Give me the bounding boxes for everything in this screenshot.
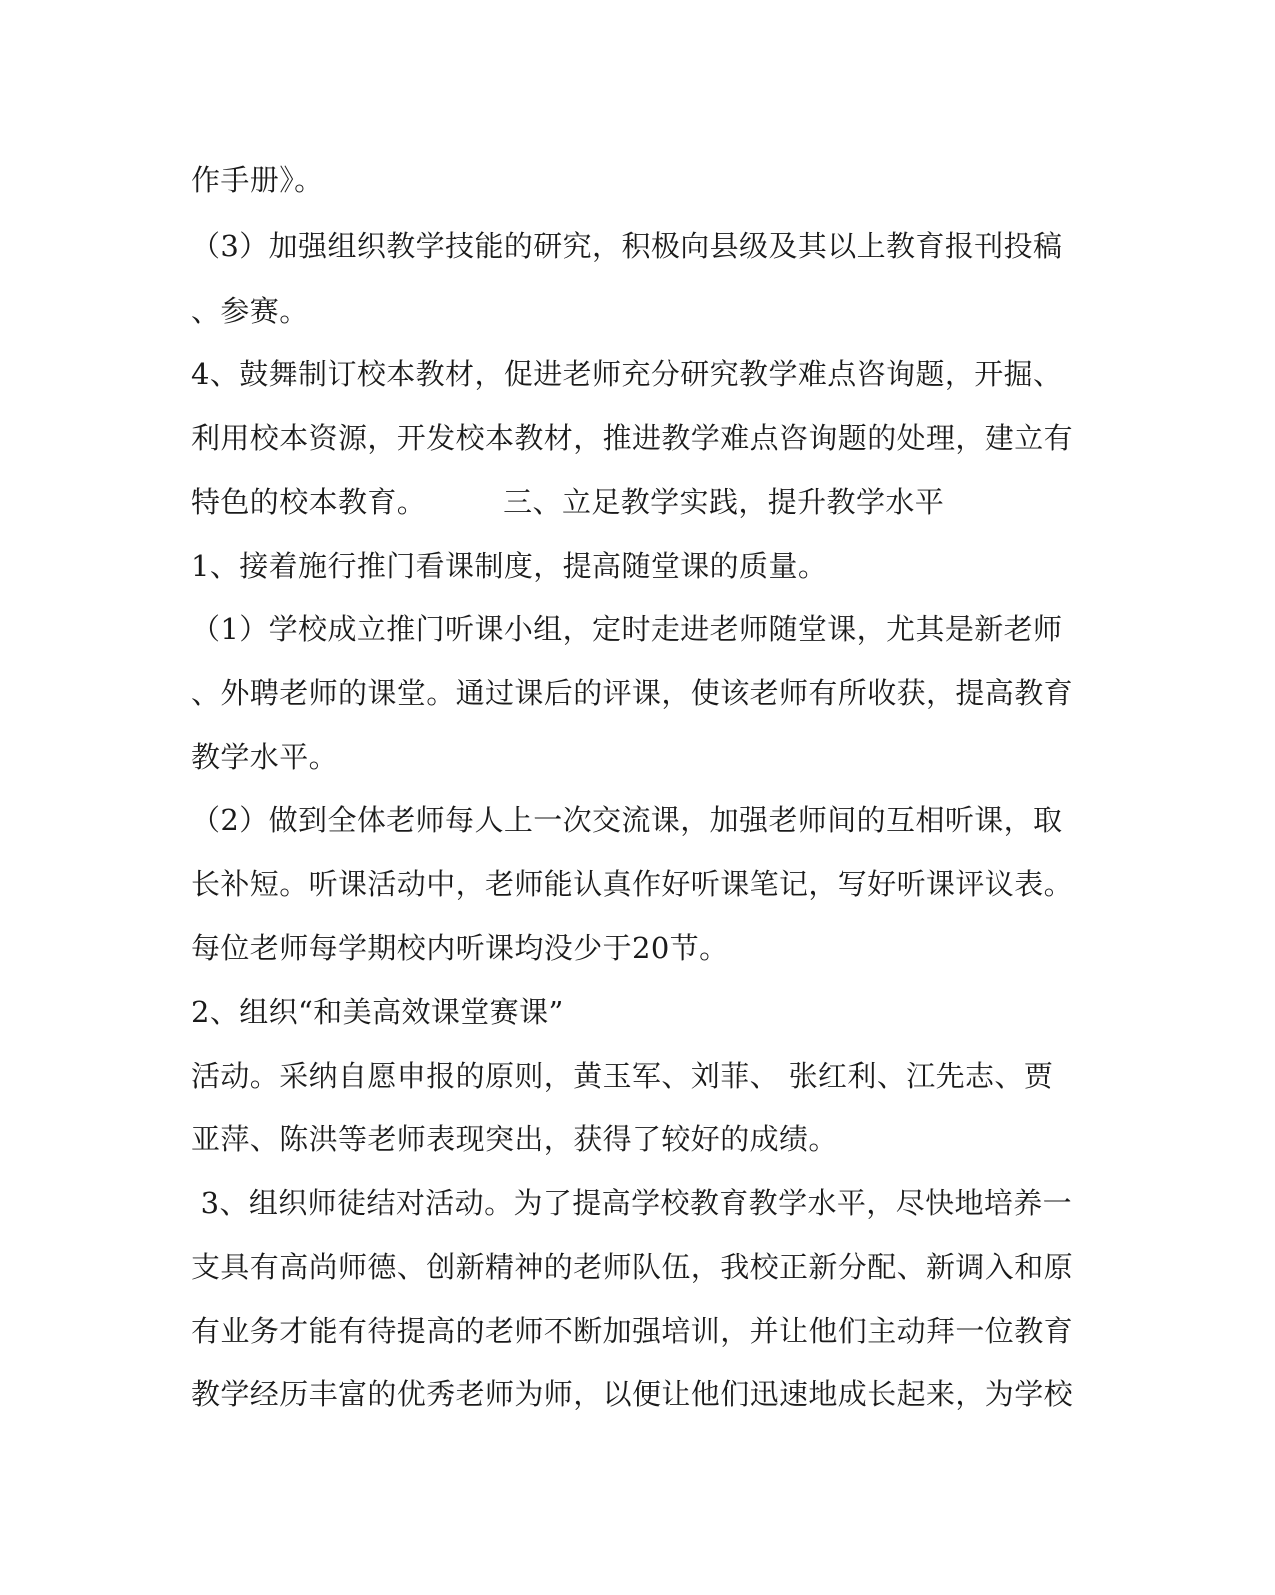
text-line: 教学水平。: [191, 740, 339, 774]
text-line: （2）做到全体老师每人上一次交流课，加强老师间的互相听课，取: [191, 803, 1063, 837]
text-line: 亚萍、陈洪等老师表现突出，获得了较好的成绩。: [191, 1122, 838, 1156]
text-line: 长补短。听课活动中，老师能认真作好听课笔记，写好听课评议表。: [191, 867, 1074, 901]
text-line: 、参赛。: [191, 294, 309, 328]
text-line: （3）加强组织教学技能的研究，积极向县级及其以上教育报刊投稿: [191, 229, 1063, 263]
text-line: 1、接着施行推门看课制度，提高随堂课的质量。: [191, 549, 828, 583]
text-line: 有业务才能有待提高的老师不断加强培训，并让他们主动拜一位教育: [191, 1314, 1074, 1348]
text-line: 活动。采纳自愿申报的原则，黄玉军、刘菲、 张红利、江先志、贾: [191, 1059, 1054, 1093]
text-line: 、外聘老师的课堂。通过课后的评课，使该老师有所收获，提高教育: [191, 676, 1074, 710]
text-line: 支具有高尚师德、创新精神的老师队伍，我校正新分配、新调入和原: [191, 1250, 1074, 1284]
text-line: 3、组织师徒结对活动。为了提高学校教育教学水平，尽快地培养一: [191, 1186, 1073, 1220]
text-line: 作手册》。: [191, 163, 324, 197]
text-line: 教学经历丰富的优秀老师为师，以便让他们迅速地成长起来，为学校: [191, 1377, 1074, 1411]
text-line: 4、鼓舞制订校本教材，促进老师充分研究教学难点咨询题，开掘、: [191, 357, 1063, 391]
text-line: （1）学校成立推门听课小组，定时走进老师随堂课，尤其是新老师: [191, 612, 1063, 646]
text-line: 2、组织“和美高效课堂赛课”: [191, 995, 564, 1029]
text-line: 利用校本资源，开发校本教材，推进教学难点咨询题的处理，建立有: [191, 421, 1074, 455]
text-line: 每位老师每学期校内听课均没少于20节。: [191, 931, 729, 965]
text-line: 特色的校本教育。 三、立足教学实践，提升教学水平: [191, 485, 945, 519]
